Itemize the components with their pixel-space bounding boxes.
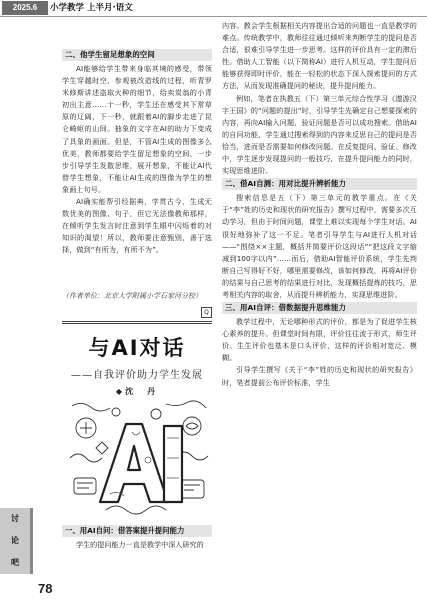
title-rule (62, 321, 212, 322)
title-rule (62, 323, 212, 324)
ai-illustration (66, 398, 212, 521)
author-affiliation: （作者单位：北京大学附属小学石家河分校） (62, 292, 202, 300)
article-subtitle: ——自我评价助力学生发展 (71, 370, 203, 381)
paragraph: 学生的提问能力一直是教学中深入研究的 (76, 540, 204, 549)
section-heading: 三、用AI自评：借数据提升思维能力 (222, 302, 417, 314)
paragraph: AI能够给学生带来身临其境的感受，带领学生穿越时空，参观被改造线的过程，听青罗米修斯讲述盗取火种的细节，给卖炭翁的小青初出主意……十一秒，学生还在感受其下常草原的辽阔，下一秒，就跟着AI的脚步走进了昆仑崎岖的山间。抽象的文字在AI的助力下变成了具象的画面。但是，不管AI生成的图像多么优美，教师都要给学生留足想象的空间，一步步引导学生发散思维，展开想象，不能让AI代替学生想象，不能让AI生成的图像为学生的想象画上句号。 (62, 64, 212, 194)
right-column (222, 20, 417, 389)
side-tab-discuss-2: 论 (0, 530, 30, 552)
left-bottom-section (62, 524, 212, 551)
page-number: 78 (38, 581, 53, 596)
header-divider (0, 16, 427, 17)
paragraph: 搜索信息是五（下）第三单元的教学重点。在《关于“李”姓的历史和现状的研究报告》撰写过程中，需要多次互动学习，但由于时间问题，课堂上难以实现每个学生对话。AI很好地弥补了这一不足。笔者引导学生与AI进行人机对话——“围绕××主题，概括并简要评价这段话”“把这段文字缩减到100字以内”……而后，借助AI智能评价系统，学生先判断自己写得好不好，哪里需要修改，该如何修改，再将AI评价的结果与自己思考的结果进行对比，发现概括提炼的技巧，思考相关内容的取舍，从而提升辨析能力，实现思维进阶。 (222, 193, 417, 299)
section-heading: 一、用AI自问：借答案提升提问能力 (62, 525, 212, 537)
magazine-name: 小学教学 上半月·语文 (50, 3, 133, 13)
section-heading: 二、他学生留足想象的空间 (62, 49, 212, 61)
side-tab-edge (30, 508, 33, 574)
article-title: 与AI对话 (88, 336, 186, 360)
issue-date: 2025.6 (2, 1, 48, 15)
side-tab-discuss-1: 讨 (0, 508, 30, 530)
note-end-icon: Q (201, 307, 212, 318)
left-column (62, 48, 212, 257)
side-tab-discuss-3: 吧 (0, 552, 30, 574)
paragraph: 教学过程中，无论哪种形式的评价，都是为了促进学生核心素养的提升。但课堂时间有限，评价往往流于形式，师生评价、生生评价也基本是口头评价，这样的评价相对宽泛、模糊。 (222, 317, 417, 363)
section-heading: 二、借AI自测：用对比提升辨析能力 (222, 178, 417, 190)
paragraph: 引导学生撰写《关于“李”姓的历史和现状的研究报告》时，笔者提前公布评价标准，学生 (222, 365, 417, 387)
paragraph: 内容。教会学生根据相关内容提出合适的问题也一直是教学的难点。传统教学中，教师往往通过倾听来判断学生的提问是否合适，很难引导学生进一步思考。这样的评价具有一定的滞后性。借助人工智能（以下简称AI）进行人机互动，学生提问后能够获得即时评价，能在一轻松的状态下深入探索提问的方式方法，从而发现准确提问的秘诀，提升提问能力。 (222, 21, 417, 91)
article-author: ◆沈 丹 (115, 387, 159, 396)
paragraph: AI确实能帮引经据典，学贯古今，生成无数优美的图像、句子，但它无法像教师那样，在倾听学生发言时注意到学生眼中闪烁着的对知识的渴望！所以，教师要注意甄别，善于选择，做到“有所为，有所不为”。 (62, 197, 212, 255)
paragraph: 例如，笔者在执教五（下）第三单元综合性学习《遨游汉字王国》的“问题的提出”时，引导学生先确定自己想要探索的内容，再向AI输入问题，验证问题是否可以成功搜索。借助AI的自问功能，学生通过搜索得到的内容来反思自己的提问是否恰当，进而是否需要如何修改问题。在反复提问、验证、修改中，学生逐步发现提问的一般技巧，在提升提问能力的同时，实现思维进阶。 (222, 93, 417, 176)
page-header (0, 0, 427, 16)
